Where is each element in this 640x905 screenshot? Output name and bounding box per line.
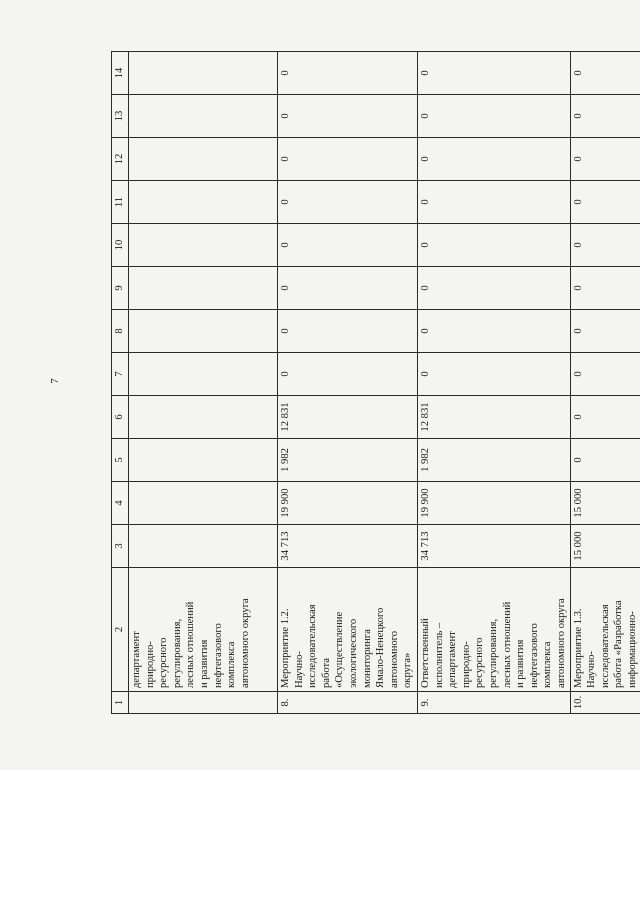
value-cell: 0 — [418, 224, 571, 267]
value-cell: 34 713 — [278, 525, 418, 568]
value-cell: 1 982 — [278, 439, 418, 482]
value-cell: 0 — [278, 267, 418, 310]
row-number-cell: 8. — [278, 692, 418, 714]
description-cell: Ответственный исполнитель – департамент природно- ресурсного регулирования, лесных отношений и развития нефтегазового комплекса автономного округа — [418, 568, 571, 692]
value-cell — [129, 310, 278, 353]
value-cell: 19 900 — [418, 482, 571, 525]
row-number-cell — [129, 692, 278, 714]
header-cell: 8 — [112, 310, 129, 353]
value-cell — [129, 95, 278, 138]
value-cell: 0 — [570, 310, 640, 353]
table-row — [278, 52, 418, 714]
header-cell: 14 — [112, 52, 129, 95]
value-cell — [129, 181, 278, 224]
value-cell: 19 900 — [278, 482, 418, 525]
header-cell: 9 — [112, 267, 129, 310]
value-cell — [129, 439, 278, 482]
table-row — [129, 52, 278, 714]
value-cell: 12 831 — [278, 396, 418, 439]
page-number: 7 — [49, 378, 61, 384]
value-cell — [129, 138, 278, 181]
value-cell: 0 — [418, 181, 571, 224]
row-number-cell: 10. — [570, 692, 640, 714]
value-cell: 15 000 — [570, 525, 640, 568]
value-cell — [129, 52, 278, 95]
value-cell: 1 982 — [418, 439, 571, 482]
data-table — [111, 51, 640, 714]
value-cell: 0 — [570, 224, 640, 267]
value-cell — [129, 224, 278, 267]
value-cell: 0 — [278, 138, 418, 181]
value-cell — [129, 482, 278, 525]
value-cell: 0 — [418, 353, 571, 396]
description-cell: Мероприятие 1.2. Научно- исследовательская работа «Осуществление экологического мониторинга Ямало-Ненецкого автономного округа» — [278, 568, 418, 692]
value-cell: 0 — [278, 95, 418, 138]
description-cell: Мероприятие 1.3. Научно- исследовательская работа «Разработка информационно- — [570, 568, 640, 692]
header-cell: 7 — [112, 353, 129, 396]
value-cell: 0 — [418, 95, 571, 138]
value-cell — [129, 267, 278, 310]
value-cell: 0 — [278, 52, 418, 95]
value-cell — [129, 396, 278, 439]
value-cell — [129, 353, 278, 396]
header-row — [112, 52, 129, 714]
value-cell: 0 — [278, 310, 418, 353]
value-cell: 0 — [418, 310, 571, 353]
header-cell: 10 — [112, 224, 129, 267]
value-cell: 0 — [570, 267, 640, 310]
value-cell: 0 — [570, 353, 640, 396]
header-cell: 1 — [112, 692, 129, 714]
header-cell: 12 — [112, 138, 129, 181]
value-cell: 0 — [418, 267, 571, 310]
value-cell: 0 — [278, 353, 418, 396]
header-cell: 2 — [112, 568, 129, 692]
value-cell: 0 — [418, 52, 571, 95]
value-cell: 0 — [570, 52, 640, 95]
value-cell: 0 — [418, 138, 571, 181]
row-number-cell: 9. — [418, 692, 571, 714]
header-cell: 3 — [112, 525, 129, 568]
value-cell: 0 — [570, 396, 640, 439]
value-cell: 0 — [570, 138, 640, 181]
header-cell: 6 — [112, 396, 129, 439]
table-row — [418, 52, 571, 714]
header-cell: 5 — [112, 439, 129, 482]
value-cell: 0 — [570, 181, 640, 224]
value-cell: 15 000 — [570, 482, 640, 525]
value-cell: 0 — [570, 95, 640, 138]
value-cell: 0 — [570, 439, 640, 482]
description-cell: департамент природно- ресурсного регулирования, лесных отношений и развития нефтегазового комплекса автономного округа — [129, 568, 278, 692]
header-cell: 13 — [112, 95, 129, 138]
table-row — [570, 52, 640, 714]
header-cell: 4 — [112, 482, 129, 525]
value-cell — [129, 525, 278, 568]
header-cell: 11 — [112, 181, 129, 224]
value-cell: 34 713 — [418, 525, 571, 568]
value-cell: 0 — [278, 181, 418, 224]
value-cell: 12 831 — [418, 396, 571, 439]
value-cell: 0 — [278, 224, 418, 267]
